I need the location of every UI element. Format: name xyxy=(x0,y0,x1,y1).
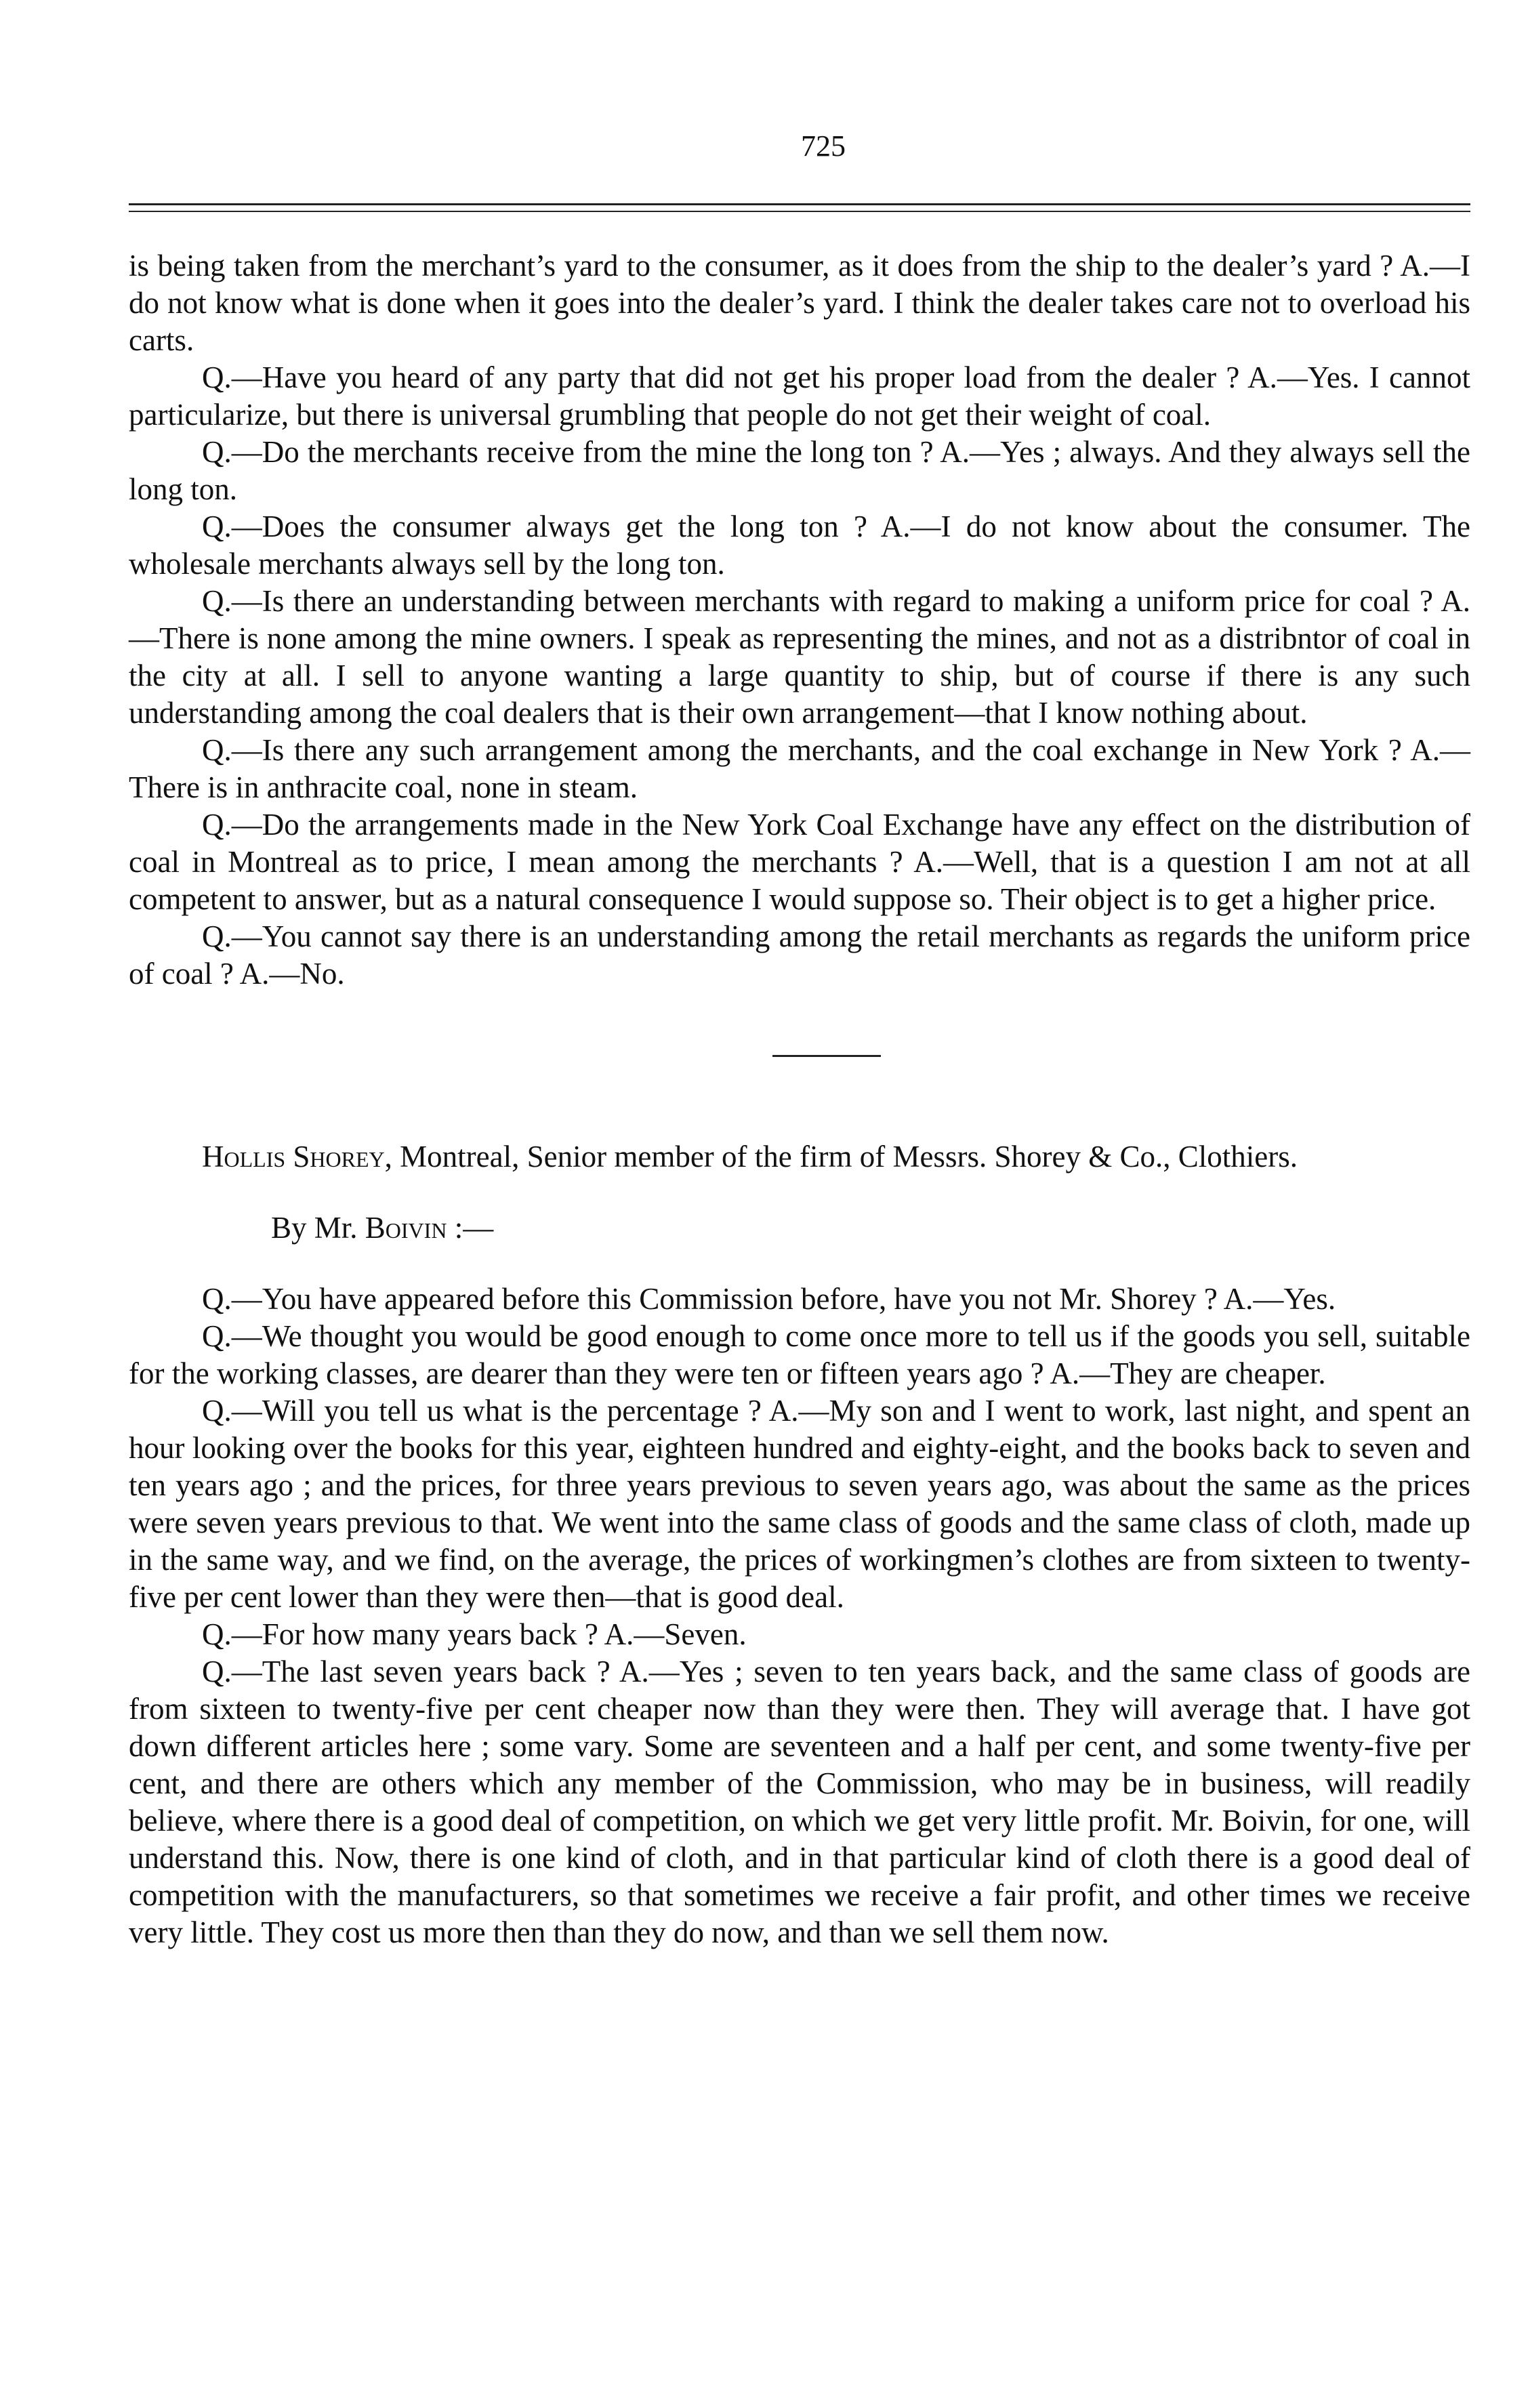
paragraph: Q.—Have you heard of any party that did not get his proper load from the dealer ? A.—Yes. I cannot particularize, but there is universal grumbling that people do not get their weight of coal. xyxy=(129,360,1470,432)
witness-description: , Montreal, Senior member of the firm of Messrs. Shorey & Co., Clothiers. xyxy=(384,1140,1298,1174)
section-divider xyxy=(772,1055,881,1057)
paragraph: Q.—You have appeared before this Commission before, have you not Mr. Shorey ? A.—Yes. xyxy=(202,1282,1336,1316)
paragraph: Q.—Will you tell us what is the percentage ? A.—My son and I went to work, last night, and spent an hour looking over the books for this year, eighteen hundred and eighty-eight, and the books back to seven and ten years ago ; and the prices, for three years previous to seven years ago, was about the same as the prices were seven years previous to that. We went into the same class of goods and the same class of cloth, made up in the same way, and we find, on the average, the prices of workingmen’s clothes are from sixteen to twenty-five per cent lower than they were then—that is good deal. xyxy=(129,1394,1470,1614)
witness-heading xyxy=(129,1138,1470,1176)
paragraph: Q.—You cannot say there is an understanding among the retail merchants as regards the uniform price of coal ? A.—No. xyxy=(129,919,1470,991)
paragraph: Q.—Is there any such arrangement among the merchants, and the coal exchange in New York ? A.—There is in anthracite coal, none in steam. xyxy=(129,733,1470,804)
paragraph: Q.—Is there an understanding between merchants with regard to making a uniform price for coal ? A.—There is none among the mine owners. I speak as representing the mines, and not as a distribntor of coal in the city at all. I sell to anyone wanting a large quantity to ship, but of course if there is any such understanding among the coal dealers that is their own arrangement—that I know nothing about. xyxy=(129,584,1470,730)
paragraph: Q.—We thought you would be good enough to come once more to tell us if the goods you sell, suitable for the working classes, are dearer than they were ten or fifteen years ago ? A.—They are cheaper. xyxy=(129,1319,1470,1390)
page-number: 725 xyxy=(801,129,846,163)
witness-name: Hollis Shorey xyxy=(202,1140,385,1174)
examiner-line xyxy=(129,1209,1470,1247)
paragraph: Q.—The last seven years back ? A.—Yes ; seven to ten years back, and the same class of goods are from sixteen to twenty-five per cent cheaper now than they were then. They will average that. I have got down different articles here ; some vary. Some are seventeen and a half per cent, and some twenty-five per cent, and there are others which any member of the Commission, who may be in business, will readily believe, where there is a good deal of competition, on which we get very little profit. Mr. Boivin, for one, will understand this. Now, there is one kind of cloth, and in that particular kind of cloth there is a good deal of competition with the manufacturers, so that sometimes we receive a fair profit, and other times we receive very little. They cost us more then than they do now, and than we sell them now. xyxy=(129,1655,1470,1949)
section-coal-testimony xyxy=(129,247,1470,993)
examiner-suffix: :— xyxy=(447,1211,494,1245)
paragraph: Q.—Do the arrangements made in the New York Coal Exchange have any effect on the distribution of coal in Montreal as to price, I mean among the merchants ? A.—Well, that is a question I am not at all competent to answer, but as a natural consequence I would suppose so. Their object is to get a higher price. xyxy=(129,808,1470,916)
section-clothing-testimony xyxy=(129,1281,1470,1951)
paragraph: is being taken from the merchant’s yard to the consumer, as it does from the ship to the dealer’s yard ? A.—I do not know what is done when it goes into the dealer’s yard. I think the dealer takes care not to overload his carts. xyxy=(129,249,1470,357)
document-page xyxy=(129,129,1470,1951)
paragraph: Q.—Does the consumer always get the long ton ? A.—I do not know about the consumer. The wholesale merchants always sell by the long ton. xyxy=(129,510,1470,581)
paragraph: Q.—Do the merchants receive from the mine the long ton ? A.—Yes ; always. And they always sell the long ton. xyxy=(129,435,1470,506)
examiner-name: Boivin xyxy=(365,1211,447,1245)
paragraph: Q.—For how many years back ? A.—Seven. xyxy=(202,1617,747,1651)
header-double-rule xyxy=(129,203,1470,212)
examiner-prefix: By Mr. xyxy=(271,1211,365,1245)
